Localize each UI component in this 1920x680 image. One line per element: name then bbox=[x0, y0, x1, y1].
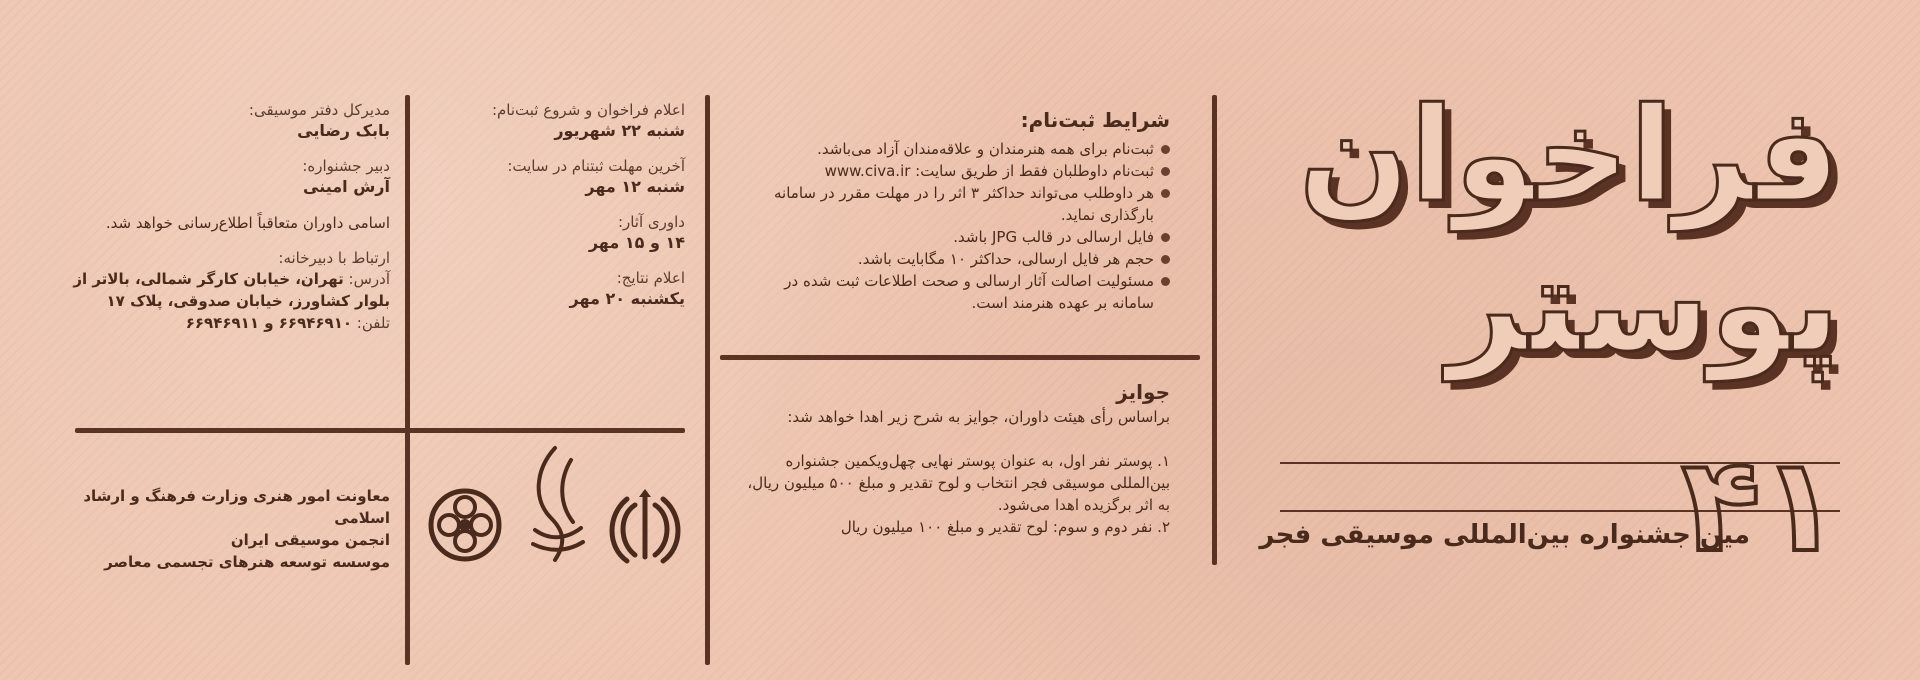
festival-name: مین جشنواره بین‌المللی موسیقی فجر bbox=[1259, 520, 1750, 550]
announce-value: شنبه ۲۲ شهریور bbox=[554, 121, 685, 140]
contact-section bbox=[60, 100, 390, 334]
judging-label: داوری آثار: bbox=[617, 213, 685, 231]
prizes-heading: جوایز bbox=[1116, 380, 1170, 404]
director-value: بابک رضایی bbox=[297, 121, 390, 140]
secretary-label: دبیر جشنواره: bbox=[302, 157, 390, 175]
announce-label: اعلام فراخوان و شروع ثبت‌نام: bbox=[491, 101, 685, 119]
phone-line bbox=[60, 312, 390, 334]
edition-number: ۴۱ bbox=[1681, 429, 1840, 581]
jury-note: اسامی داوران متعاقباً اطلاع‌رسانی خواهد شد. bbox=[105, 214, 390, 232]
divider-horizontal-left bbox=[75, 428, 685, 433]
divider-vertical-center bbox=[705, 95, 710, 665]
organizer-ministry: معاونت امور هنری وزارت فرهنگ و ارشاد اسلامی bbox=[83, 487, 390, 527]
prize-first: ۱. پوستر نفر اول، به عنوان پوستر نهایی چهل‌ویکمین جشنواره بین‌المللی موسیقی فجر انتخاب و لوح تقدیر و مبلغ ۵۰۰ میلیون ریال، به اثر برگزیده اهدا می‌شود. bbox=[747, 452, 1170, 514]
prizes-intro: براساس رأی هیئت داوران، جوایز به شرح زیر اهدا خواهد شد: bbox=[787, 408, 1170, 426]
divider-vertical-left bbox=[405, 95, 410, 665]
registration-list bbox=[740, 138, 1170, 314]
registration-heading: شرایط ثبت‌نام: bbox=[1020, 108, 1170, 132]
divider-horizontal-center bbox=[720, 355, 1200, 360]
dates-section bbox=[425, 100, 685, 324]
phone-label: تلفن: bbox=[356, 314, 390, 332]
registration-section bbox=[740, 108, 1170, 314]
address-line bbox=[60, 268, 390, 312]
prizes-section bbox=[740, 380, 1170, 538]
visual-arts-institute-logo-icon bbox=[425, 485, 505, 565]
title-line-farakhan: فراخوان bbox=[1298, 79, 1840, 231]
music-association-logo-icon bbox=[515, 440, 595, 570]
deadline-value: شنبه ۱۲ مهر bbox=[585, 177, 685, 196]
address-label: آدرس: bbox=[348, 270, 390, 288]
secretary-value: آرش امینی bbox=[303, 177, 390, 196]
contact-label: ارتباط با دبیرخانه: bbox=[278, 249, 390, 267]
deadline-label: آخرین مهلت ثبتنام در سایت: bbox=[507, 157, 685, 175]
results-value: یکشنبه ۲۰ مهر bbox=[569, 289, 685, 308]
judging-value: ۱۴ و ۱۵ مهر bbox=[588, 233, 685, 252]
title-line-poster: پوستر bbox=[1447, 229, 1840, 381]
address-value: تهران، خیابان کارگر شمالی، بالاتر از بلوار کشاورز، خیابان صدوقی، پلاک ۱۷ bbox=[73, 270, 390, 310]
results-label: اعلام نتایج: bbox=[616, 269, 685, 287]
organizer-music-association: انجمن موسیقی ایران bbox=[230, 531, 390, 549]
divider-vertical-right bbox=[1212, 95, 1217, 565]
organizers-section bbox=[60, 485, 390, 573]
organizer-visual-arts: موسسه توسعه هنرهای تجسمی معاصر bbox=[104, 553, 390, 571]
list-item: حجم هر فایل ارسالی، حداکثر ۱۰ مگابایت باشد. bbox=[740, 248, 1170, 270]
list-item: مسئولیت اصالت آثار ارسالی و صحت اطلاعات ثبت شده در سامانه بر عهده هنرمند است. bbox=[740, 270, 1170, 314]
list-item: ثبت‌نام برای همه هنرمندان و علاقه‌مندان آزاد می‌باشد. bbox=[740, 138, 1170, 160]
list-item: هر داوطلب می‌تواند حداکثر ۳ اثر را در مهلت مقرر در سامانه بارگذاری نماید. bbox=[740, 182, 1170, 226]
list-item: ثبت‌نام داوطلبان فقط از طریق سایت: www.civa.ir bbox=[740, 160, 1170, 182]
prize-second-third: ۲. نفر دوم و سوم: لوح تقدیر و مبلغ ۱۰۰ میلیون ریال bbox=[840, 518, 1170, 536]
poster-title-block bbox=[1259, 79, 1860, 581]
list-item: فایل ارسالی در قالب JPG باشد. bbox=[740, 226, 1170, 248]
iran-emblem-icon bbox=[605, 485, 685, 565]
phone-value: ۶۶۹۴۶۹۱۰ و ۶۶۹۴۶۹۱۱ bbox=[185, 314, 353, 332]
director-label: مدیرکل دفتر موسیقی: bbox=[248, 101, 390, 119]
